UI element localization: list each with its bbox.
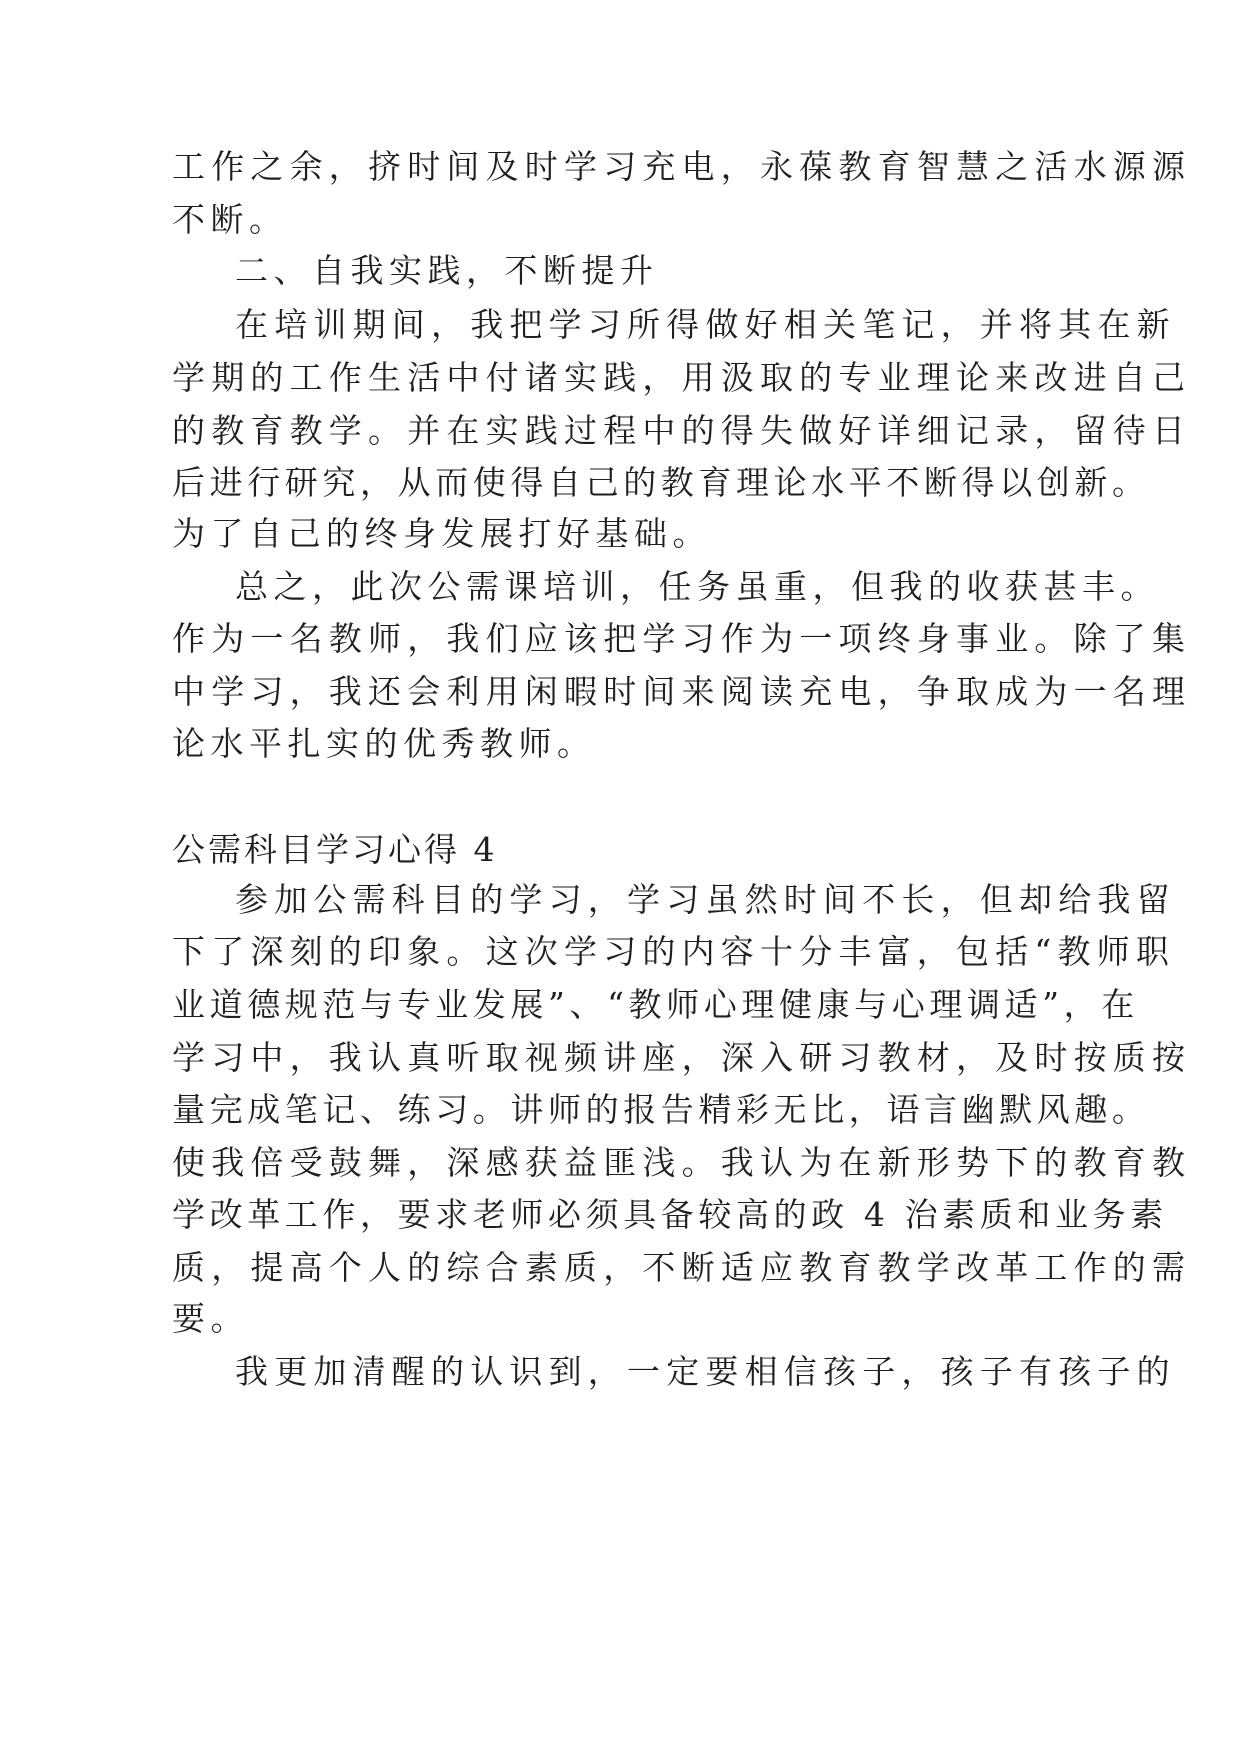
- paragraph-line: 中学习，我还会利用闲暇时间来阅读充电，争取成为一名理: [172, 672, 1192, 711]
- paragraph-line: 业道德规范与专业发展”、“教师心理健康与心理调适”，在: [172, 985, 1139, 1024]
- section-title: 公需科目学习心得 4: [172, 830, 498, 869]
- paragraph-line: 为了自己的终身发展打好基础。: [172, 514, 711, 553]
- paragraph-line: 质，提高个人的综合素质，不断适应教育教学改革工作的需: [172, 1248, 1192, 1287]
- paragraph-line: 不断。: [172, 200, 288, 239]
- paragraph-line: 下了深刻的印象。这次学习的内容十分丰富，包括“教师职: [172, 932, 1176, 971]
- paragraph-line: 学期的工作生活中付诸实践，用汲取的专业理论来改进自己: [172, 358, 1192, 397]
- paragraph-line: 论水平扎实的优秀教师。: [172, 724, 596, 763]
- paragraph-line: 学习中，我认真听取视频讲座，深入研习教材，及时按质按: [172, 1038, 1192, 1077]
- paragraph-line: 我更加清醒的认识到，一定要相信孩子，孩子有孩子的: [235, 1352, 1176, 1391]
- paragraph-line: 的教育教学。并在实践过程中的得失做好详细记录，留待日: [172, 411, 1192, 450]
- paragraph-line: 参加公需科目的学习，学习虽然时间不长，但却给我留: [235, 880, 1176, 919]
- paragraph-line: 在培训期间，我把学习所得做好相关笔记，并将其在新: [235, 305, 1176, 344]
- paragraph-line: 作为一名教师，我们应该把学习作为一项终身事业。除了集: [172, 619, 1192, 658]
- paragraph-line: 总之，此次公需课培训，任务虽重，但我的收获甚丰。: [235, 567, 1159, 606]
- paragraph-line: 后进行研究，从而使得自己的教育理论水平不断得以创新。: [172, 463, 1150, 502]
- paragraph-line: 量完成笔记、练习。讲师的报告精彩无比，语言幽默风趣。: [172, 1090, 1150, 1129]
- paragraph-line: 工作之余，挤时间及时学习充电，永葆教育智慧之活水源源: [172, 147, 1192, 186]
- section-heading: 二、自我实践，不断提升: [235, 251, 659, 290]
- paragraph-line: 使我倍受鼓舞，深感获益匪浅。我认为在新形势下的教育教: [172, 1143, 1192, 1182]
- paragraph-line: 要。: [172, 1299, 249, 1338]
- paragraph-line: 学改革工作，要求老师必须具备较高的政 4 治素质和业务素: [172, 1195, 1168, 1234]
